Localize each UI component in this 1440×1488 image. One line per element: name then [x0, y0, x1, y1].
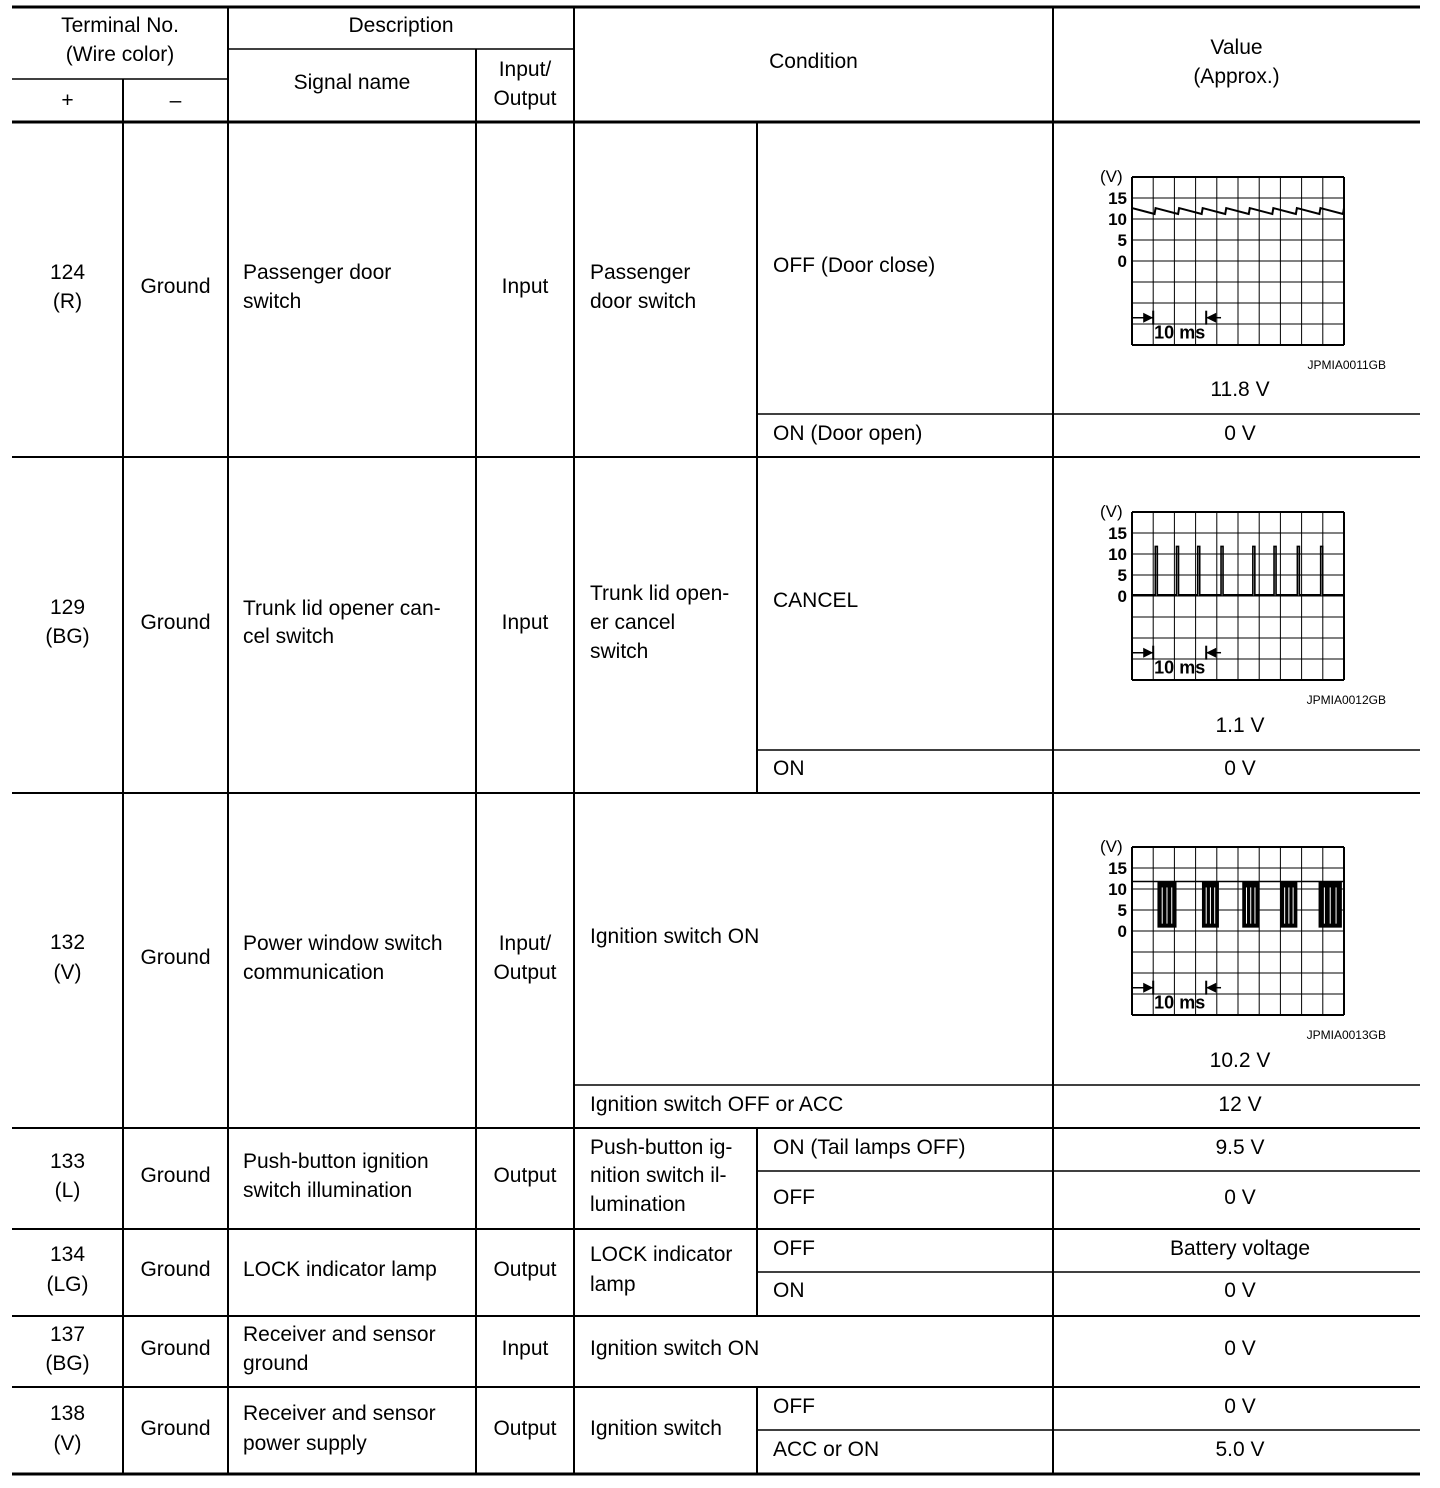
terminal-number: 132	[49, 931, 86, 954]
y-tick-label: 0	[1117, 252, 1127, 271]
header-terminal-no: Terminal No.	[61, 14, 179, 37]
condition-label: door switch	[590, 290, 697, 313]
header-value-line1: Value	[1210, 36, 1263, 59]
y-tick-label: 5	[1117, 566, 1127, 585]
condition-state: ON (Door open)	[773, 422, 923, 445]
y-unit-label: (V)	[1100, 502, 1123, 521]
signal-name: ground	[243, 1352, 309, 1375]
measured-value: 9.5 V	[1215, 1136, 1265, 1159]
measured-value: 0 V	[1224, 1279, 1256, 1302]
time-marker-arrow	[1206, 313, 1216, 323]
terminal-number: 124	[49, 261, 86, 284]
wire-color: (V)	[53, 1432, 82, 1455]
condition-label: switch	[590, 640, 649, 663]
y-tick-label: 15	[1108, 524, 1127, 543]
io-type: Input	[501, 611, 549, 634]
y-tick-label: 5	[1117, 231, 1127, 250]
signal-name: communication	[243, 961, 385, 984]
measured-value: 5.0 V	[1215, 1438, 1265, 1461]
time-marker-arrow	[1206, 983, 1216, 993]
condition-state: CANCEL	[773, 589, 859, 612]
io-type: Input	[501, 1337, 549, 1360]
condition-label: er cancel	[590, 611, 676, 634]
time-division-label: 10 ms	[1154, 657, 1206, 678]
io-type: Input/	[498, 932, 552, 955]
terminal-number: 129	[49, 596, 86, 619]
measured-value: 10.2 V	[1209, 1049, 1271, 1072]
figure-code: JPMIA0012GB	[1306, 693, 1386, 707]
wire-color: (R)	[52, 290, 83, 313]
time-division-label: 10 ms	[1154, 992, 1206, 1013]
wire-color: (LG)	[46, 1273, 89, 1296]
condition-state: ON	[773, 1279, 805, 1302]
signal-name: cel switch	[243, 625, 335, 648]
wire-color: (BG)	[45, 625, 90, 648]
y-tick-label: 15	[1108, 189, 1127, 208]
measured-value: 0 V	[1224, 1395, 1256, 1418]
wire-color: (V)	[53, 961, 82, 984]
signal-name: Trunk lid opener can-	[243, 597, 441, 620]
y-tick-label: 10	[1108, 210, 1127, 229]
signal-name: switch illumination	[243, 1179, 413, 1202]
header-minus: –	[169, 89, 182, 112]
header-input-output-line2: Output	[493, 87, 557, 110]
time-marker-arrow	[1143, 983, 1153, 993]
signal-name: LOCK indicator lamp	[243, 1258, 437, 1281]
time-marker-arrow	[1143, 313, 1153, 323]
header-description: Description	[348, 14, 454, 37]
header-input-output-line1: Input/	[498, 58, 552, 81]
io-type: Output	[493, 961, 557, 984]
y-tick-label: 0	[1117, 587, 1127, 606]
measured-value: Battery voltage	[1169, 1237, 1311, 1260]
measured-value: 1.1 V	[1215, 714, 1265, 737]
condition-label: lamp	[590, 1273, 636, 1296]
header-value-line2: (Approx.)	[1193, 65, 1280, 88]
condition-state: Ignition switch OFF or ACC	[590, 1093, 844, 1116]
time-marker-arrow	[1206, 648, 1216, 658]
ground-label: Ground	[140, 611, 211, 634]
terminal-number: 133	[49, 1150, 86, 1173]
condition-state: Ignition switch ON	[590, 925, 760, 948]
ground-label: Ground	[140, 1258, 211, 1281]
header-condition: Condition	[769, 50, 858, 73]
header-signal-name: Signal name	[293, 71, 411, 94]
time-marker-arrow	[1143, 648, 1153, 658]
measured-value: 0 V	[1224, 1186, 1256, 1209]
io-type: Output	[493, 1164, 557, 1187]
condition-state: OFF	[773, 1237, 815, 1260]
signal-name: Receiver and sensor	[243, 1323, 436, 1346]
measured-value: 0 V	[1224, 757, 1256, 780]
condition-label: Push-button ig-	[590, 1136, 733, 1159]
terminal-number: 138	[49, 1402, 86, 1425]
y-unit-label: (V)	[1100, 167, 1123, 186]
measured-value: 12 V	[1218, 1093, 1262, 1116]
signal-name: switch	[243, 290, 302, 313]
condition-state: ACC or ON	[773, 1438, 880, 1461]
signal-name: Passenger door	[243, 261, 392, 284]
condition-label: nition switch il-	[590, 1164, 727, 1187]
condition-label: Ignition switch	[590, 1417, 722, 1440]
time-division-label: 10 ms	[1154, 322, 1206, 343]
ground-label: Ground	[140, 1417, 211, 1440]
figure-code: JPMIA0013GB	[1306, 1028, 1386, 1042]
signal-name: Push-button ignition	[243, 1150, 429, 1173]
y-unit-label: (V)	[1100, 837, 1123, 856]
measured-value: 11.8 V	[1210, 378, 1270, 401]
y-tick-label: 10	[1108, 545, 1127, 564]
condition-label: Trunk lid open-	[590, 582, 730, 605]
oscilloscope-waveform	[1090, 830, 1410, 1045]
io-type: Input	[501, 275, 549, 298]
ground-label: Ground	[140, 1164, 211, 1187]
condition-label: LOCK indicator	[590, 1243, 733, 1266]
io-type: Output	[493, 1417, 557, 1440]
y-tick-label: 10	[1108, 880, 1127, 899]
y-tick-label: 0	[1117, 922, 1127, 941]
terminal-number: 137	[49, 1323, 86, 1346]
condition-state: OFF (Door close)	[773, 254, 936, 277]
wire-color: (BG)	[45, 1352, 90, 1375]
ground-label: Ground	[140, 275, 211, 298]
header-wire-color: (Wire color)	[65, 43, 175, 66]
condition-state: ON (Tail lamps OFF)	[773, 1136, 966, 1159]
ground-label: Ground	[140, 1337, 211, 1360]
terminal-number: 134	[49, 1243, 86, 1266]
condition-label: lumination	[590, 1193, 686, 1216]
oscilloscope-waveform	[1090, 160, 1410, 375]
signal-name: power supply	[243, 1432, 367, 1455]
oscilloscope-waveform	[1090, 495, 1410, 710]
ground-label: Ground	[140, 946, 211, 969]
figure-code: JPMIA0011GB	[1307, 358, 1386, 372]
y-tick-label: 5	[1117, 901, 1127, 920]
measured-value: 0 V	[1224, 1337, 1256, 1360]
condition-state: Ignition switch ON	[590, 1337, 760, 1360]
condition-state: OFF	[773, 1186, 815, 1209]
condition-label: Passenger	[590, 261, 691, 284]
header-plus: +	[61, 89, 74, 112]
signal-name: Receiver and sensor	[243, 1402, 436, 1425]
wire-color: (L)	[54, 1179, 81, 1202]
io-type: Output	[493, 1258, 557, 1281]
y-tick-label: 15	[1108, 859, 1127, 878]
signal-name: Power window switch	[243, 932, 443, 955]
measured-value: 0 V	[1224, 422, 1256, 445]
condition-state: ON	[773, 757, 805, 780]
condition-state: OFF	[773, 1395, 815, 1418]
